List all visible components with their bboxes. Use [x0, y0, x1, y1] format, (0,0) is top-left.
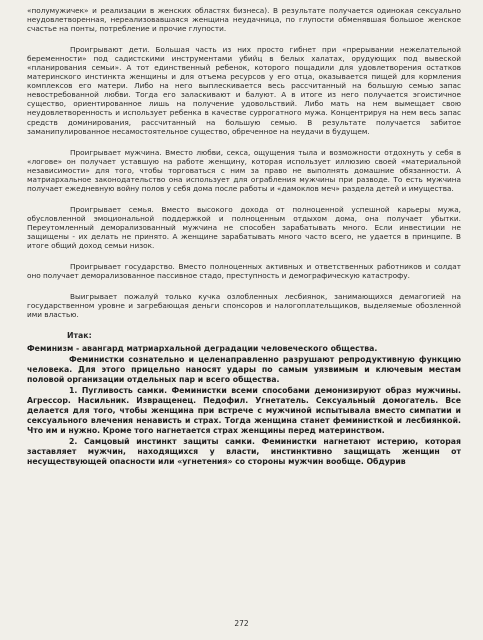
- paragraph-2: Проигрывают дети. Большая часть из них просто гибнет при «прерывании нежелательной беременности» под садистскими инструментами убийц в белых халатах, орудующих под вывеской «планирования семьи». А тот единственный ребенок, которого пощадили для удовлетворения остатков материнского инстинкта женщины и для отъема ресурсов у его отца, оказывается пищей для кормления комплексов его матери. Либо на него выплескивается весь рассчитанный на большую семью запас невостребованной любви. Тогда его залаcкивают и балуют. А в итоге из него получается эгоистичное существо, ориентированное лишь на получение удовольствий. Либо мать на нем вымещает свою неудовлетворенность и использует ребенка в качестве суррогатного мужа. Концентрируя на нем весь запас средств доминирования, рассчитанный на большую семью. В результате получается забитое заманипулированное несамостоятельное существо, обреченное на неудачи в будущем.: [27, 45, 461, 136]
- bold-paragraph-2: Феминистки сознательно и целенаправленно разрушают репродуктивную функцию человека. Для этого прицельно наносят удары по самым уязвимым и ключевым местам половой организации отдельных пар и всего общества.: [27, 355, 461, 385]
- bold-paragraph-3: 1. Пугливость самки. Феминистки всеми способами демонизируют образ мужчины. Агрессор. Насильник. Извращенец. Педофил. Угнетатель. Сексуальный домогатель. Все делается для того, чтобы женщина при встрече с мужчиной испытывала вместо симпатии и сексуального влечения ненависть и страх. Тогда женщина станет феминисткой и лесбиянкой. Что им и нужно. Кроме того нагнетается страх женщины перед материнством.: [27, 386, 461, 436]
- bold-paragraph-4: 2. Самцовый инстинкт защиты самки. Феминистки нагнетают истерию, которая заставляет мужчин, находящихся у власти, инстинктивно защищать женщин от несуществующей опасности или «угнетения» со стороны мужчин вообще. Обдурив: [27, 437, 461, 467]
- bold-paragraph-1: Феминизм - авангард матриархальной деградации человеческого общества.: [27, 344, 378, 354]
- paragraph-5: Проигрывает государство. Вместо полноценных активных и ответственных работников и солдат оно получает деморализованное пассивное стадо, преступность и демографическую катастрофу.: [27, 262, 461, 281]
- paragraph-3: Проигрывает мужчина. Вместо любви, секса, ощущения тыла и возможности отдохнуть у себя в «логове» он получает уставшую на работе женщину, которая использует иллюзию своей «материальной независимости» для того, чтобы торговаться с ним за право не выполнять домашние обязанности. А матриархальное законодательство она использует для ограбления мужчины при разводе. То есть мужчина получает ежедневную войну полов у себя дома после работы и «дамоклов меч» раздела детей и имущества.: [27, 147, 461, 193]
- summary-heading: Итак:: [67, 331, 92, 341]
- page-number: 272: [234, 619, 249, 628]
- paragraph-4: Проигрывает семья. Вместо высокого дохода от полноценной успешной карьеры мужа, обусловленной эмоциональной поддержкой и полноценным отдыхом дома, она получает убытки. Переутомленный деморализованный мужчина не способен зарабатывать много. Если инвестиции не защищены - их делать не принято. А женщине зарабатывать много часто всего, не удается в принципе. В итоге общий доход семьи низок.: [27, 204, 461, 251]
- page-content: [27, 6, 461, 468]
- paragraph-1: «полумужичек» и реализации в женских областях бизнеса). В результате получается одинокая сексуально неудовлетворенная, нереализовавшаяся женщина неудачница, по глупости обменявшая большое женское счастье на понты, потребление и прочие глупости.: [27, 6, 461, 34]
- paragraph-6: Выигрывает пожалуй только кучка озлобленных лесбиянок, занимающихся демагогией на государственном уровне и загребающая деньги спонсоров и налогоплательщиков, выделяемые обозленной ими властью.: [27, 292, 461, 320]
